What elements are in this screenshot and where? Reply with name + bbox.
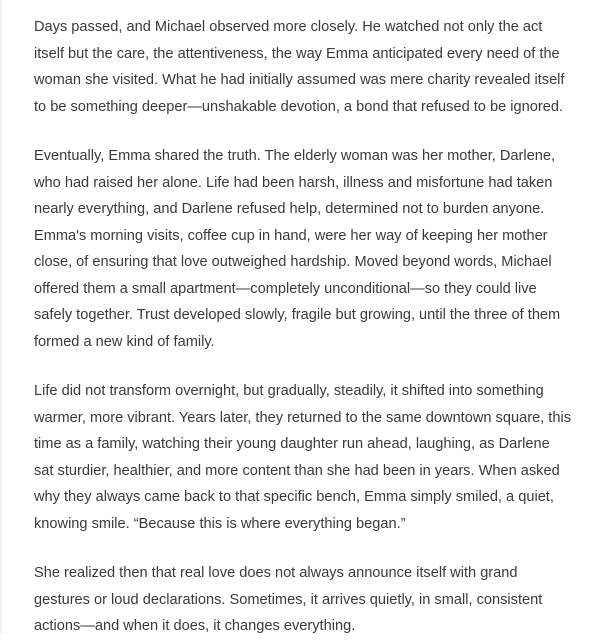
- paragraph: Eventually, Emma shared the truth. The elderly woman was her mother, Darlene, who had raised her alone. Life had been harsh, illness and misfortune had taken nearly everything, and Darlene refused help, determined not to burden anyone. Emma's morning visits, coffee cup in hand, were her way of keeping her mother close, of ensuring that love outweighed hardship. Moved beyond words, Michael offered them a small apartment—completely unconditional—so they could live safely together. Trust developed slowly, fragile but growing, until the three of them formed a new kind of family.: [34, 148, 561, 350]
- paragraph: She realized then that real love does not always announce itself with grand gestures or loud declarations. Sometimes, it arrives quietly, in small, consistent actions—and when it does, it changes everything.: [34, 565, 543, 634]
- paragraph: Days passed, and Michael observed more closely. He watched not only the act itself but the care, the attentiveness, the way Emma anticipated every need of the woman she visited. What he had initially assumed was mere charity revealed itself to be something deeper—unshakable devotion, a bond that refused to be ignored.: [34, 19, 565, 115]
- paragraph: Life did not transform overnight, but gradually, steadily, it shifted into something warmer, more vibrant. Years later, they returned to the same downtown square, this time as a family, watching their young daughter run ahead, laughing, as Darlene sat sturdier, healthier, and more content than she had been in years. When asked why they always came back to that specific bench, Emma simply smiled, a quiet, knowing smile. “Because this is where everything began.”: [34, 383, 572, 532]
- article-body: [34, 14, 573, 640]
- left-margin-rule: [0, 0, 2, 634]
